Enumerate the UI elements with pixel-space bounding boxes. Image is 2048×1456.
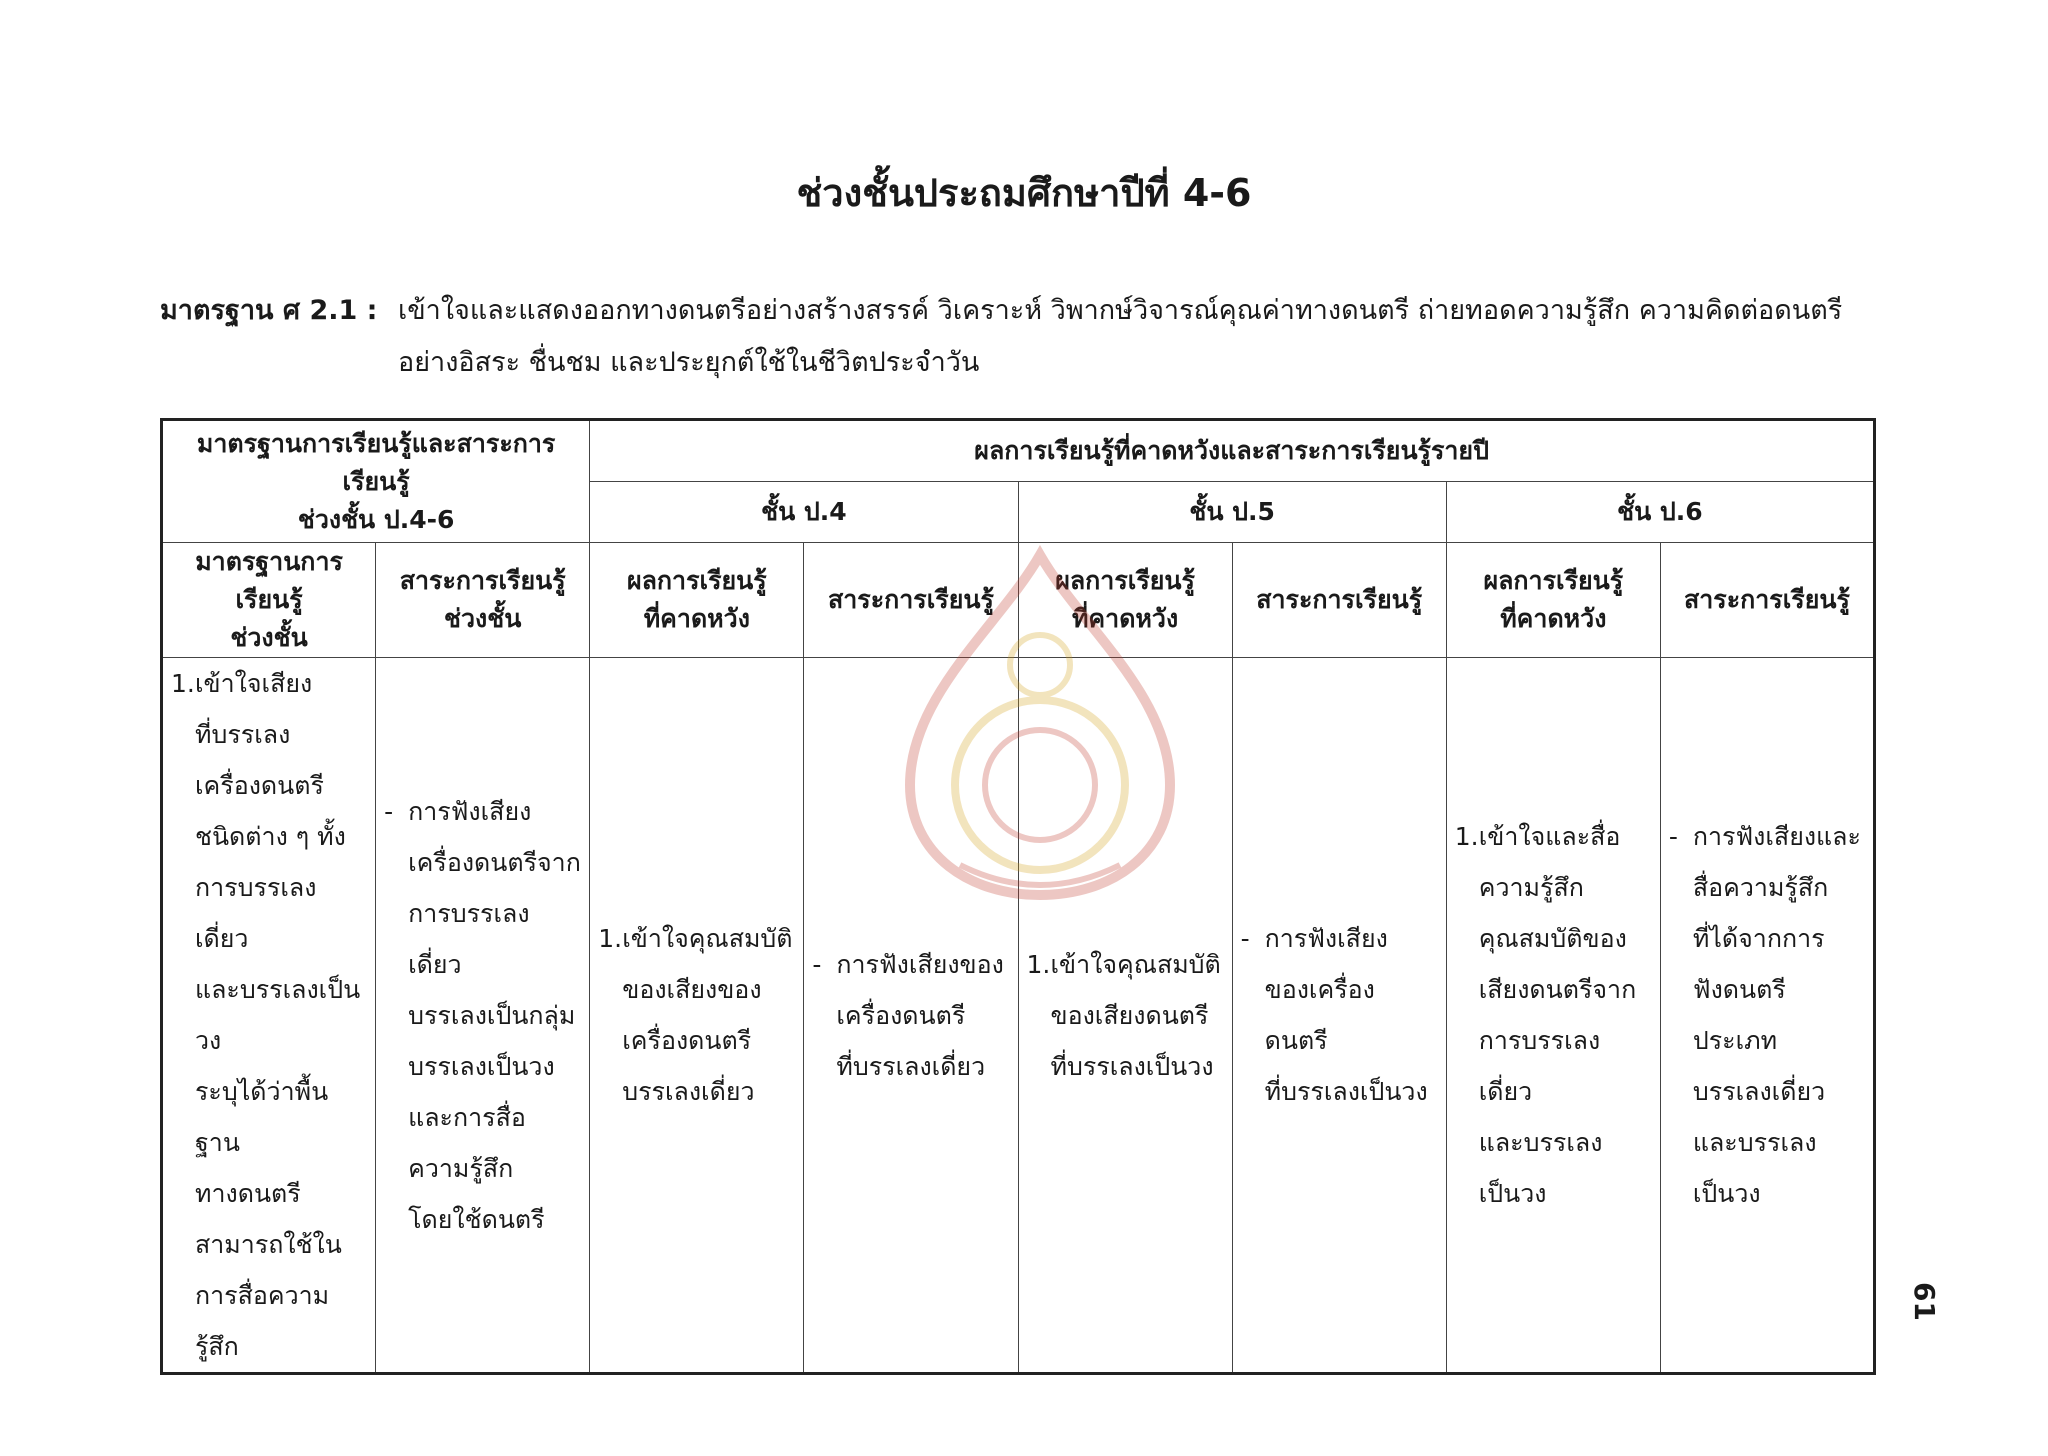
cell-text-line: เข้าใจคุณสมบัติ (1050, 949, 1221, 979)
cell-text-line: ที่ได้จากการ (1692, 924, 1825, 953)
list-marker: - (1668, 822, 1678, 851)
column-subheader (376, 543, 590, 658)
subheader-line: ที่คาดหวัง (1071, 604, 1179, 633)
table-cell (162, 658, 376, 1374)
table-cell (376, 658, 590, 1374)
standard-statement (160, 285, 1880, 389)
cell-text-line: บรรเลงเดี่ยว (1692, 1077, 1826, 1106)
cell-text-line: การบรรเลงเดี่ยว (195, 873, 317, 953)
cell-text-line: ทางดนตรี (195, 1179, 301, 1208)
subheader-line: ที่คาดหวัง (643, 604, 750, 633)
list-item (1455, 811, 1652, 1219)
column-subheader (804, 543, 1018, 658)
subheader-line: ช่วงชั้น (444, 604, 522, 633)
subheader-line: สาระการเรียนรู้ (1683, 585, 1850, 614)
standard-line: อย่างอิสระ ชื่นชม และประยุกต์ใช้ในชีวิตประจำวัน (398, 347, 980, 378)
cell-text-line: เป็นวง (1478, 1179, 1547, 1208)
cell-text-line: เครื่องดนตรีจาก (408, 847, 581, 877)
table-cell (590, 658, 804, 1374)
cell-text-line: สื่อความรู้สึก (1692, 873, 1829, 902)
column-subheader (1018, 543, 1232, 658)
standard-text (398, 285, 1880, 389)
list-item (598, 913, 795, 1117)
list-marker: 1. (1454, 822, 1479, 851)
list-marker: - (384, 796, 394, 826)
list-item (1027, 939, 1224, 1092)
standard-line: เข้าใจและแสดงออกทางดนตรีอย่างสร้างสรรค์ วิเคราะห์ วิพากษ์วิจารณ์คุณค่าทางดนตรี ถ่ายทอดความรู้สึก ความคิดต่อดนตรี (398, 295, 1843, 326)
cell-text-line: ที่บรรเลงเป็นวง (1264, 1077, 1428, 1106)
cell-text-line: ระบุได้ว่าพื้นฐาน (195, 1077, 329, 1157)
grade-header-p6: ชั้น ป.6 (1446, 482, 1874, 543)
list-item (171, 658, 367, 1372)
subheader-line: สาระการเรียนรู้ (827, 585, 994, 614)
list-marker: 1. (171, 669, 195, 698)
table-cell (1232, 658, 1446, 1374)
cell-text-line: การฟังเสียง (1264, 924, 1388, 953)
cell-text-line: เครื่องดนตรี (195, 771, 324, 800)
standard-label: มาตรฐาน ศ 2.1 : (160, 295, 378, 326)
cell-text-line: การบรรเลงเดี่ยว (1478, 1026, 1601, 1106)
subheader-line: ผลการเรียนรู้ (1055, 566, 1195, 595)
subheader-line: สาระการเรียนรู้ (1256, 585, 1423, 614)
table-cell (804, 658, 1018, 1374)
cell-text-line: ที่บรรเลงเดี่ยว (836, 1051, 986, 1081)
table-cell (1018, 658, 1232, 1374)
column-subheader (1660, 543, 1874, 658)
left-header-line: มาตรฐานการเรียนรู้และสาระการเรียนรู้ (196, 428, 556, 496)
cell-text-line: การฟังเสียงของ (836, 949, 1004, 979)
cell-text-line: สามารถใช้ใน (195, 1230, 342, 1259)
cell-text-line: และการสื่อ (408, 1102, 526, 1132)
subheader-line: ช่วงชั้น (230, 623, 308, 652)
cell-text-line: และบรรเลงเป็นวง (195, 975, 361, 1055)
cell-text-line: เข้าใจคุณสมบัติ (622, 924, 793, 953)
subheader-line: ผลการเรียนรู้ (626, 566, 767, 595)
page-title: ช่วงชั้นประถมศึกษาปีที่ 4-6 (796, 171, 1252, 215)
cell-text-line: เสียงดนตรีจาก (1478, 975, 1637, 1004)
table-cell (1446, 658, 1660, 1374)
cell-text-line: ความรู้สึก (408, 1153, 514, 1183)
page-number: 61 (1907, 1282, 1941, 1321)
cell-text-line: ฟังดนตรี (1692, 975, 1786, 1004)
cell-text-line: การฟังเสียงและ (1692, 822, 1861, 851)
list-item (384, 786, 581, 1245)
cell-text-line: เครื่องดนตรี (622, 1026, 752, 1055)
list-item (1669, 811, 1865, 1219)
subheader-line: ที่คาดหวัง (1500, 604, 1607, 633)
cell-text-line: ที่บรรเลงเป็นวง (1050, 1051, 1214, 1081)
cell-text-line: การบรรเลงเดี่ยว (408, 898, 530, 979)
grade-header-p4: ชั้น ป.4 (590, 482, 1018, 543)
cell-text-line: ประเภท (1692, 1026, 1778, 1055)
curriculum-table (160, 418, 1876, 1375)
list-marker: - (812, 949, 822, 979)
cell-text-line: เครื่องดนตรี (836, 1000, 966, 1030)
list-marker: 1. (1026, 949, 1051, 979)
cell-text-line: ของเครื่องดนตรี (1264, 975, 1375, 1055)
cell-text-line: การสื่อความรู้สึก (195, 1281, 330, 1361)
right-group-header: ผลการเรียนรู้ที่คาดหวังและสาระการเรียนรู้รายปี (590, 420, 1875, 482)
subheader-line: มาตรฐานการเรียนรู้ (195, 547, 343, 614)
list-item (1241, 913, 1438, 1117)
cell-text-line: ของเสียงของ (622, 975, 762, 1004)
list-item (812, 939, 1009, 1092)
cell-text-line: และบรรเลง (1478, 1128, 1603, 1157)
column-subheader (1232, 543, 1446, 658)
cell-text-line: เข้าใจและสื่อ (1478, 822, 1621, 851)
cell-text-line: โดยใช้ดนตรี (408, 1204, 545, 1234)
cell-text-line: บรรเลงเดี่ยว (622, 1077, 755, 1106)
subheader-line: สาระการเรียนรู้ (399, 566, 566, 595)
cell-text-line: และบรรเลง (1692, 1128, 1817, 1157)
cell-text-line: เป็นวง (1692, 1179, 1761, 1208)
cell-text-line: บรรเลงเป็นกลุ่ม (408, 1000, 576, 1030)
column-subheader (162, 543, 376, 658)
cell-text-line: คุณสมบัติของ (1478, 924, 1627, 953)
left-header-line: ช่วงชั้น ป.4-6 (297, 504, 455, 534)
cell-text-line: ความรู้สึก (1478, 873, 1584, 902)
cell-text-line: ของเสียงดนตรี (1050, 1000, 1209, 1030)
column-subheader (1446, 543, 1660, 658)
left-group-header (162, 420, 590, 543)
column-subheader (590, 543, 804, 658)
cell-text-line: ที่บรรเลง (195, 720, 291, 749)
subheader-line: ผลการเรียนรู้ (1483, 566, 1624, 595)
table-cell (1660, 658, 1874, 1374)
list-marker: 1. (598, 924, 623, 953)
cell-text-line: การฟังเสียง (408, 796, 532, 826)
grade-header-p5: ชั้น ป.5 (1018, 482, 1446, 543)
cell-text-line: เข้าใจเสียง (195, 669, 313, 698)
cell-text-line: ชนิดต่าง ๆ ทั้ง (195, 822, 346, 851)
cell-text-line: บรรเลงเป็นวง (408, 1051, 555, 1081)
list-marker: - (1240, 924, 1250, 953)
